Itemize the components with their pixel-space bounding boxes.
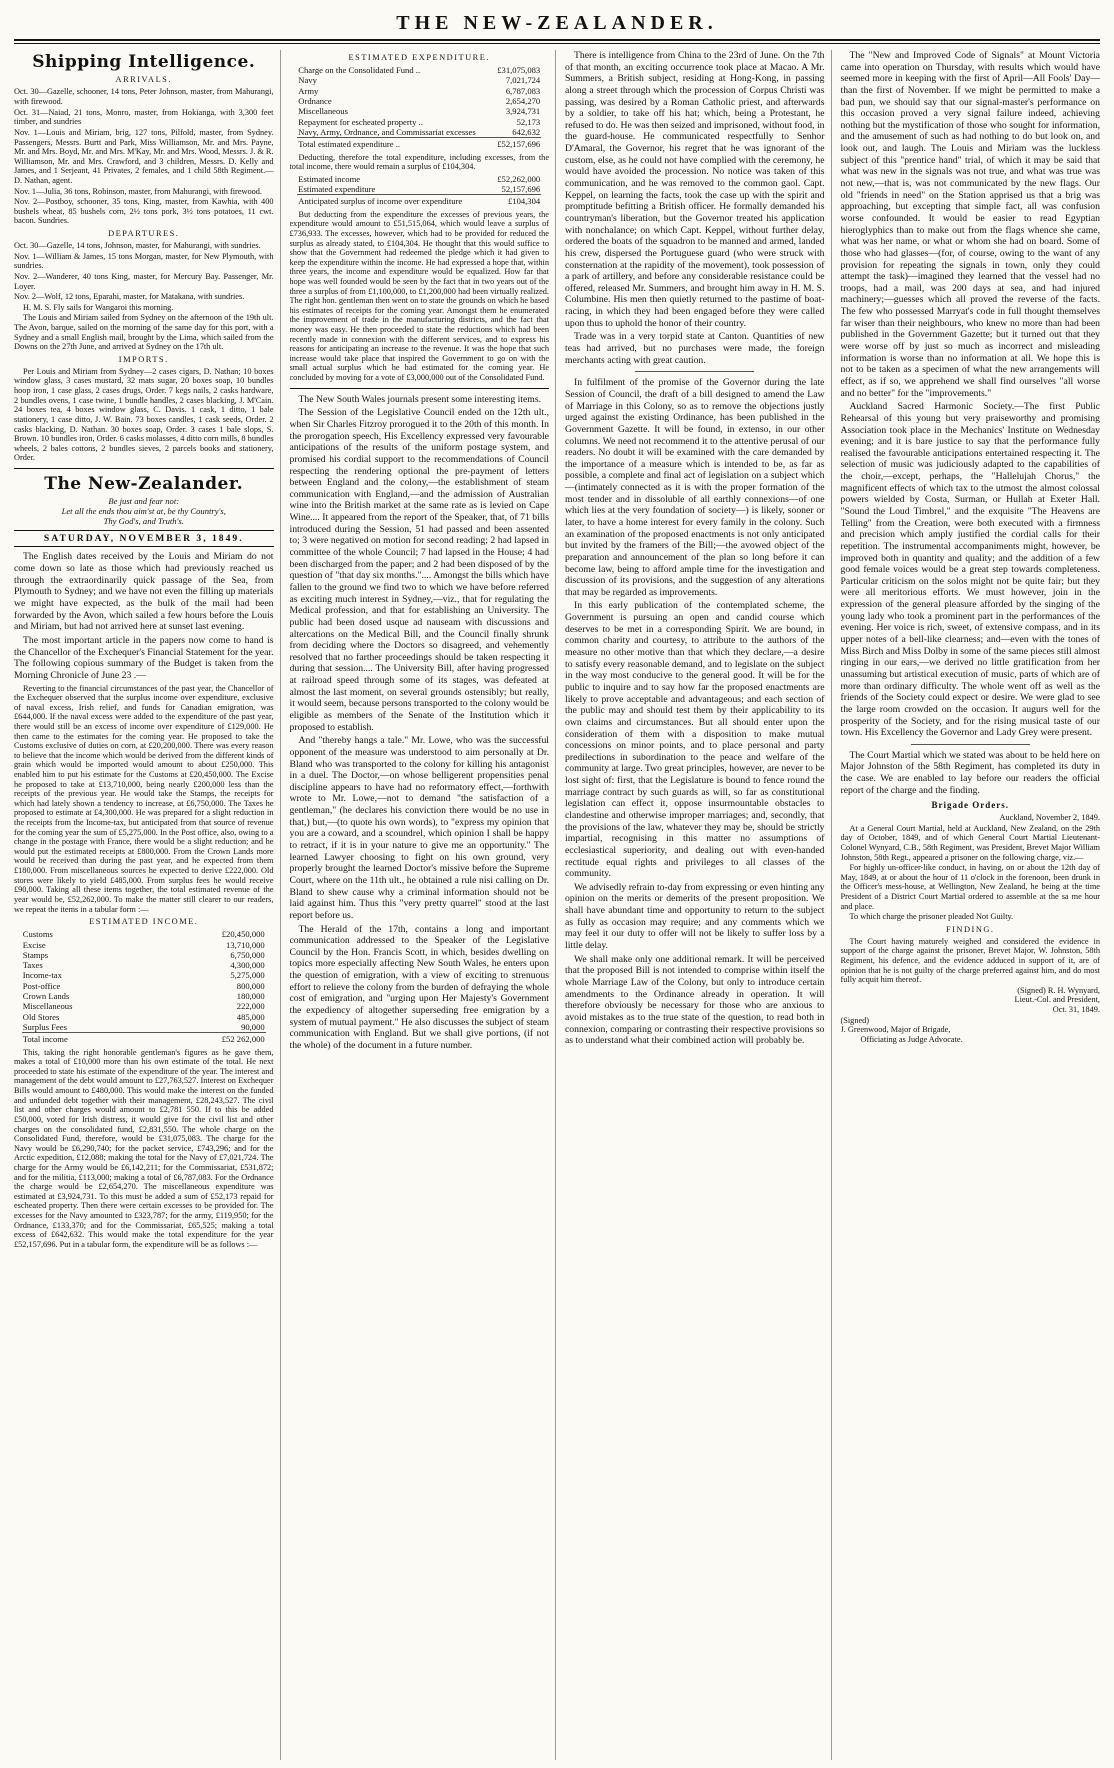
canton-paragraph: Trade was in a very torpid state at Canton. Quantities of new teas had arrived, but no purchases were made, the foreign merchants acting with great caution. — [565, 331, 825, 366]
masthead: THE NEW-ZEALANDER. — [396, 12, 718, 34]
departure-item: Nov. 1—William & James, 15 tons Morgan, master, for New Plymouth, with sundries. — [14, 251, 274, 271]
income-table — [22, 929, 266, 1044]
table-row — [297, 96, 541, 106]
signed-label: (Signed) — [840, 1015, 870, 1025]
signed-label: (Signed) — [1017, 985, 1046, 995]
section-rule — [14, 468, 274, 469]
surplus-table — [297, 174, 541, 207]
divider — [635, 371, 754, 372]
marriage-paragraph: In fulfilment of the promise of the Governor during the late Session of Council, the draft of a bill designed to amend the Law of Marriage in this Colony, so as to remove the objections justly urged against the existing Ordinance, has been published in the Government Gazette. It will be found, in extenso, in our other columns. We need not recommend it to the attentive perusal of our readers. No doubt it will be examined with the care demanded by the importance of a measure which is intended to be, as far as possible, a complete and final act of legislation on a subject which—(intimately connected as it is with the proper formation of the most tender and in dissoluble of all earthly connexions—of one which lies at the very foundation of society—) is likely, sooner or later, to have a home interest for every family in the colony. Such an examination of the proposed enactments is not only anticipated but invited by the framers of the Bill;—the avowed object of the preparation and announcement of the plan so long before it can become law, being to afford ample time for the investigation and discussion of its provisions, and the suggestion of any alterations that may be regarded as improvements. — [565, 377, 825, 598]
table-item: Post-office — [22, 980, 61, 991]
table-value: £52 262,000 — [152, 1033, 266, 1045]
table-row — [297, 86, 541, 96]
motto-line: Thy God's, and Truth's. — [103, 516, 184, 527]
court-body: At a General Court Martial, held at Auckland, New Zealand, on the 29th day of October, 1849, and of which General Court Martial Lieutenant-Colonel Wynyard, C.B., 58th Regiment, was President, Brevet Major William Johnston, 58th Regt., appeared a prisoner on the following charge, viz.— — [840, 823, 1100, 862]
table-value: £52,262,000 — [497, 173, 541, 184]
shipping-notes — [14, 303, 274, 352]
departure-item: Nov. 2—Wolf, 12 tons, Eparahi, master, for Matakana, with sundries. — [14, 292, 245, 302]
table-row — [297, 65, 541, 75]
table-total-row — [297, 138, 541, 150]
shipping-note: H. M. S. Fly sails for Wangaroi this morning. — [23, 302, 174, 312]
table-value: £20,450,000 — [221, 929, 265, 940]
after-income — [14, 1048, 274, 1250]
table-item: Miscellaneous — [22, 1001, 73, 1012]
table-row — [297, 75, 541, 85]
divider — [911, 744, 1030, 745]
table-item: Stamps — [22, 949, 49, 960]
income-heading: ESTIMATED INCOME. — [89, 917, 199, 927]
nsw-paragraph: The Session of the Legislative Council ended on the 12th ult., when Sir Charles Fitzroy prorogued it to the 20th of this month. In the prorogation speech, His Excellency expressed very favourable anticipations of the results of the uniform postage system, and promised his cordial support to the recommendations of Council respecting the rendering optional the pre-payment of letters between England and the colony,—the establishment of steam communication with England,—and the admission of Australian wine into the British market at the same rate as is levied on Cape Wine.... It appeared from the report of the Speaker, that, of 71 bills introduced during the Session, 51 had passed and been assented to; 3 were negatived on motion for second reading; 2 had lapsed in committee of the whole Council; 7 had lapsed in the House; 4 had been discharged from the paper; and 2 had been disposed of by the question of "that day six months.".... Amongst the bills which have fallen to the ground we find two to which we have before referred as exciting much interest in Sydney,—viz., that for regulating the Medical profession, and that for establishing an University. The public had been dosed usque ad nauseam with discussions and altercations on the Medical Bill, and the Council finally shrunk from deciding where the Doctors so disagreed, and vehemently resolved that no farther proceedings should be taken respecting it during that session.... The University Bill, after having progressed at railroad speed through some of its stages, was defeated at almost the last moment, on several grounds ostensibly; but really, it would seem, because persons transported to the colony would be eligible as members of the Senate of the Institution which it proposed to establish. — [289, 407, 549, 733]
income-rows — [22, 929, 266, 1044]
table-item: Miscellaneous — [298, 106, 348, 117]
table-item: Excise — [22, 939, 46, 950]
court-finding-paragraph: The Court having maturely weighed and considered the evidence in support of the charge against the prisoner, Brevet Major, W. Johnston, 58th Regiment, his defence, and the evidence adduced in support of it, are of opinion that he is not guilty of the charge preferred against him, and do most fully acquit him thereof. — [840, 936, 1100, 985]
table-value: 52,173 — [516, 116, 541, 127]
expenditure-rows — [297, 65, 541, 150]
table-row — [22, 960, 266, 970]
arrivals-heading: ARRIVALS. — [115, 75, 172, 85]
table-row — [22, 1012, 266, 1022]
arrival-item: Oct. 30—Gazelle, schooner, 14 tons, Peter Johnson, master, from Mahurangi, with firewood. — [14, 87, 274, 107]
signer-name: J. Greenwood, Major of Brigade, — [840, 1025, 951, 1035]
table-item: Total estimated expenditure .. — [297, 138, 492, 150]
table-item: Surplus Fees — [22, 1022, 67, 1033]
budget-closing — [290, 210, 550, 383]
table-row — [22, 940, 266, 950]
budget-closing-paragraph: But deducting from the expenditure the excesses of previous years, the expenditure would amount to £51,515,064, which would leave a surplus of £736,933. The excesses, however, which had to be provided for reduced the surplus as already stated, to £104,304. He thought that this would suffice to show that the Government had redeemed the pledge which it had given to keep the expenditure within the income. He had expressed a hope that, within three years, the income and expenditure would be equalized. How far that hope was well founded would be seen by the fact that in two years out of the three a surplus of from £1,100,000, to £1,200,000 had been virtually realized. The right hon. gentleman then went on to state the grounds on which he based his estimates of receipts for the coming year. Amongst them he enumerated the improvement of trade in the manufacturing districts, and the fact that money was easy. He then proceeded to state the reductions which had been recently made in connexion with the different services, and to express his reasons for anticipating an increase to the revenue. It was the hope that such increase would take place that inspired the Government to go on with the small actual surplus which he had estimated for the coming year. He concluded by moving for a vote of £3,000,000 out of the Consolidated Fund. — [289, 209, 549, 383]
nsw-paragraph: The Herald of the 17th, contains a long and important communication addressed to the Speaker of the Legislative Council by the Hon. Francis Scott, in which, besides dwelling on topics more especially affecting New South Wales, he enters upon the question of emigration, with a view of exciting to strenuous effort to relieve the colony from the burden of defraying the whole cost of emigration, and "urging upon Her Majesty's Government the expediency of altogether superseding free emigration by a system of mutual payment." He also discusses the subject of steam communication with England. But we shall give portions, (if not the whole) of the document in a future number. — [289, 923, 549, 1051]
budget-extract — [14, 684, 274, 915]
table-item: Old Stores — [22, 1011, 60, 1022]
table-value: £52,157,696 — [492, 138, 541, 150]
table-item: Crown Lands — [22, 991, 70, 1002]
marriage-paragraph: We shall make only one additional remark. It will be perceived that the proposed Bill is not intended to comprise within itself the whole Marriage Law of the Colony, but only to introduce certain amendments to the Ordinance already in operation. It will therefore obviously be necessary for those who are anxious to avoid mistakes as to the true state of the question, to read both in connexion, comparing or contrasting their respective provisions so as to understand what their combined action will probably be. — [565, 953, 825, 1047]
surplus-rows — [297, 174, 541, 207]
budget-intro: The most important article in the papers now come to hand is the Chancellor of the Exchequer's Financial Statement for the year. The following copious summary of the Budget is taken from the Morning Chronicle of June 23 .— — [14, 634, 274, 681]
table-total-row — [297, 195, 541, 207]
motto-line: Let all the ends thou aim'st at, be thy Country's, — [61, 506, 226, 517]
court-intro: The Court Martial which we stated was about to be held here on Major Johnston of the 58th Regiment, has completed its duty in the case. We are enabled to lay before our readers the official report of the charge and the finding. — [840, 749, 1100, 796]
table-item: Ordnance — [298, 96, 332, 107]
column-4 — [841, 50, 1101, 1760]
table-item: Estimated expenditure — [298, 184, 376, 195]
imports-heading: IMPORTS. — [118, 354, 169, 364]
signals-paragraph: The "New and Improved Code of Signals" at Mount Victoria came into operation on Thursday, with results which would have seemed more in keeping with the first of April—All Fools' Day—than the first of November. If we might be permitted to make a bad pun, we should say that our signal-master's performance on this occasion proved a very signal failure indeed, achieving nothing but the mystification of those who sought for information, and the amusement of such as had nothing to do but look on, and look out, and laugh. The Louis and Miriam was the luckless subject of this "prentice hand" trial, of which it may be said that what was new in the signals was not true, and what was true was not new,—that is, was not communicated by the new flags. Our old "friends in need" on the Station apprised us that a brig was approaching, but excepting that simple fact, all was confusion worse confounded. It would be easier to read Egyptian hieroglyphics than to make out from the flags whence she came, what was her name, or what or whom she had on board. Some of those who had glasses—(for, of course, owing to the want of any provision for repeating the signals in town, only they could attempt the task)—imagined they learned that the vessel had no troops, had a mail, was 200 days at sea, and had injured machinery;—guesses which all proved the reverse of the facts. The few who possessed Marryat's code in full thought themselves far wiser than their neighbours, who knew no more than had been published in the Government Gazette; but it turned out that they were worse off by just so much as incorrect and misleading information is worse than no information at all. We hope this is not to be taken as a specimen of what the new arrangements will effect, as if so, we apprehend we shall find ourselves "all worse and no better" for the "improvements." — [840, 50, 1100, 399]
shipping-heading: Shipping Intelligence. — [32, 52, 256, 72]
table-value: 52,157,696 — [501, 184, 541, 195]
motto-line: Be just and fear not: — [108, 496, 180, 507]
signature-block-1 — [841, 986, 1101, 1015]
table-row — [22, 981, 266, 991]
table-row — [297, 184, 541, 195]
table-item: Charge on the Consolidated Fund .. — [298, 65, 421, 76]
table-value: £31,075,083 — [497, 65, 541, 76]
arrival-item: Oct. 31—Naiad, 21 tons, Monro, master, from Hokianga, with 3,300 feet timber, and sundries — [14, 107, 274, 127]
table-value: 6,787,083 — [505, 85, 541, 96]
china-paragraph: There is intelligence from China to the 23rd of June. On the 7th of that month, an exciting occurrence took place at Macao. A Mr. Summers, a British subject, residing at Hong-Kong, in passing along a street through which the procession of Corpus Christi was passing, was desired by a Roman Catholic priest, and afterwards by a soldier, to take off his hat; which, being a Protestant, he refused to do. He was then seized and imprisoned, without food, in the guard-house. He communicated respectfully to Senhor D'Amaral, the Governor, his regret that he was ignorant of the custom, else, as he could not have complied with the ceremony, he would have avoided the procession. No notice was taken of this communication, and he was removed to the common gaol. Capt. Keppel, on learning the facts, took the case up with the spirit and promptitude befitting a British officer. He formally demanded his countryman's liberation, but the Governor treated his application with nonchalance; on which Capt. Keppel, without further delay, ordered the boats of the squadron to be manned and armed, landed his crew, dispersed the Portuguese guard (who were struck with consternation at the rapidity of the movement), took possession of a park of artillery, and before any considerable resistance could be offered, released Mr. Summers, and brought him away in H. M. S. Columbine. His men then quietly returned to the pastime of boat-racing, in which they had been engaged before they were called upon thus to uphold the honor of their country. — [565, 50, 825, 329]
budget-intro: The English dates received by the Louis and Miriam do not come down so late as those which had previously reached us through the extraordinarily quick passage of the Sea, from Plymouth to Sydney; and we have not even the filling up materials we might have expected, as the bulk of the mail had been forwarded by the Avon, which sailed a few hours before the Louis and Miriam, but had not arrived here at sunset last evening. — [14, 551, 274, 633]
signer-title: Lieut.-Col. and President, — [1014, 995, 1100, 1005]
departures-heading: DEPARTURES. — [108, 229, 180, 238]
table-value: 5,275,000 — [230, 970, 265, 981]
arrival-item: Nov. 1—Julia, 36 tons, Robinson, master, from Mahurangi, with firewood. — [14, 186, 263, 196]
harmonic-paragraph: Auckland Sacred Harmonic Society.—The first Public Rehearsal of this young but very praiseworthy and promising Association took place in the Mechanics' Institute on Wednesday evening; and it is bare justice to say that the performance fully realised the favourable anticipations entertained respecting it. The selection of music was judiciously adapted to the capabilities of the choir,—except, perhaps, the "Hallelujah Chorus," the magnificent effects of which tax to the utmost the almost colossal powers wielded by Costa, Surman, or Hullah at Exeter Hall. "Sound the Loud Timbrel," and the exquisite "The Heavens are Telling" from the Creation, were both executed with a firmness and precision which amply justified the cordial calls for their repetition. The instrumental accompaniments might, however, be improved both in quantity and quality; and the addition of a few good female voices would be a great step towards completeness. Particular criticism on the solos might not be quite fair; but they were all meritorious efforts. We must however, join in the expression of the general pleasure afforded by the singing of the young lady who took a prominent part in the performances of the evening. Her voice is rich, sweet, of extensive compass, and in its upper notes of a bell-like clearness; and—even with the tones of Miss Birch and Miss Dolby in some of the same pieces still almost ringing in our ears,—we derived no little gratification from her unassuming but artistical execution of music, parts of which are of more than ordinary difficulty. The whole went off as well as the friends of the Society could expect or desire. We were glad to see the large room crowded on the occasion. It augurs well for the prosperity of the Society, and for the rising musical taste of our town. His Excellency the Governor and Lady Grey were present. — [840, 401, 1100, 739]
table-row — [297, 117, 541, 127]
table-item: Repayment for escheated property .. — [298, 116, 423, 127]
surplus-intro — [290, 153, 550, 172]
expenditure-heading: ESTIMATED EXPENDITURE. — [348, 53, 490, 62]
table-item: Taxes — [22, 960, 43, 971]
table-row — [22, 1022, 266, 1033]
table-item: Estimated income — [298, 173, 361, 184]
table-value: 2,654,270 — [505, 96, 541, 107]
masthead-rule — [14, 39, 1100, 44]
brigade-orders-place: Auckland, November 2, 1849. — [999, 813, 1100, 823]
table-row — [22, 929, 266, 939]
imports-text — [14, 367, 274, 463]
arrivals-list — [14, 87, 274, 226]
table-item: Total income — [22, 1033, 152, 1045]
departure-item: Nov. 2—Wanderer, 40 tons King, master, for Mercury Bay. Passenger, Mr. Loyer. — [14, 271, 274, 291]
arrival-item: Nov. 1—Louis and Miriam, brig, 127 tons, Pilfold, master, from Sydney. Passengers, Messrs. Burtt and Park, Miss Williamson, Mr. and Mrs. Payne, Mr. and Mrs. Boyd, Mr. and Mrs. M'Kay, Mr. and Mrs. Wood, Messrs. J. & R. Williamson, Mr. and Mrs. Crawford, and 3 children, Messrs. D. Kelly and James, and 1 Serjeant, 41 Privates, 2 females, and 1 child 58th Regiment.—D. Nathan, agent. — [14, 127, 274, 185]
table-value: 800,000 — [236, 980, 265, 991]
column-3 — [565, 50, 832, 1760]
paper-motto — [14, 497, 274, 527]
arrival-item: Nov. 2—Postboy, schooner, 35 tons, King, master, from Kawhia, with 400 bushels wheat, 85 bushels corn, 2½ tons pork, 3½ tons potatoes, 11 cwt. bacon. Sundries. — [14, 197, 274, 226]
signer-name: R. H. Wynyard, — [1047, 985, 1100, 995]
table-item: Navy, Army, Ordnance, and Commissariat excesses — [298, 126, 476, 137]
expenditure-table — [297, 65, 541, 150]
signed-date: Oct. 31, 1849. — [1052, 1004, 1100, 1014]
imports-paragraph: Per Louis and Miriam from Sydney—2 cases cigars, D. Nathan; 10 boxes window glass, 3 cases mustard, 32 mats sugar, 20 boxes soap, 10 bundles hoop iron, 1 case glass, 2 cases drugs, Order. 7 kegs nails, 2 casks hardware, 2 bundles ovens, 1 case twine, 1 bundle handles, 2 cases blacking, J. M'Cain. 24 boxes tea, 4 boxes window glass, C. Davis. 1 cask, 1 ditto, 1 bale stationery, 1 case ditto, J. W. Bain. 73 boxes candles, 1 cask seeds, Order. 2 casks blacking, D. Nathan. 30 boxes soap, Order. 3 cases 1 bale slops, S. Brown. 10 bundles iron, Order. 6 casks molasses, 4 ditto corn mills, 8 bundles wheels, 2 bales cottons, 2 bundles sieves, 2 parcels books and stationery, Order. — [14, 366, 274, 463]
shipping-note: The Louis and Miriam sailed from Sydney on the afternoon of the 19th ult. The Avon, barque, sailed on the morning of the same day for this port, with a Sydney and a small English mail, brought by the Lima, which sailed from the Downs on the 27th June, and arrived at Sydney on the 17th ult. — [14, 313, 274, 352]
table-value: 485,000 — [236, 1011, 265, 1022]
departure-item: Oct. 30—Gazelle, 14 tons, Johnson, master, for Mahurangi, with sundries. — [14, 241, 261, 251]
table-value: 3,924,731 — [505, 106, 541, 117]
court-martial-text — [841, 824, 1101, 922]
court-finding — [841, 937, 1101, 985]
table-item: Customs — [22, 929, 53, 940]
table-value: 90,000 — [241, 1022, 265, 1033]
brigade-orders-heading: Brigade Orders. — [931, 800, 1009, 811]
columns — [14, 50, 1100, 1760]
table-row — [22, 1001, 266, 1011]
table-item: Navy — [298, 75, 317, 86]
departures-list — [14, 241, 274, 302]
court-plea: To which charge the prisoner pleaded Not Guilty. — [849, 912, 1014, 922]
table-value: 4,300,000 — [230, 960, 265, 971]
table-row — [297, 174, 541, 184]
table-total-row — [22, 1033, 266, 1045]
nsw-paragraph: And "thereby hangs a tale." Mr. Lowe, who was the successful opponent of the measure was understood to aim personally at Dr. Bland who was transported to the colony for killing his antagonist in a duel. The Doctor,—on whose belligerent propensities penal discipline appears to have had no reformatory effect,—forthwith wrote to Mr. Lowe,—not to demand "the satisfaction of a gentleman," (he declares his conviction there would be no use in that,) but,—(to quote his own words), to "express my opinion that you are a coward, and a scoundrel, which opinion I shall be happy to retract, if it is in your nature to give me an opportunity." The learned Lawyer choosing to fight on his own ground, very properly brought the learned Doctor's missive before the Supreme Court, where on the 11th ult., he obtained a rule nisi calling on Dr. Bland to shew cause why a criminal information should not be laid against him. Thus this "very pretty quarrel" stood at the last report before us. — [289, 735, 549, 921]
dateline: SATURDAY, NOVEMBER 3, 1849. — [14, 530, 274, 548]
table-value: £104,304 — [489, 195, 541, 207]
court-charge: For highly un-officer-like conduct, in having, on or about the 12th day of May, 1849, at or about the hour of 11 o'clock in the forenoon, been drunk in the Officer's mess-house, at Wellington, New Zealand, he being at the time President of a District Court Martial ordered to assemble at the sa me hour and place. — [840, 863, 1100, 911]
table-item: Income-tax — [22, 970, 62, 981]
table-value: 180,000 — [236, 991, 265, 1002]
table-row — [297, 127, 541, 138]
finding-heading: FINDING. — [945, 924, 995, 934]
table-value: 642,632 — [512, 126, 541, 137]
table-value: 7,021,724 — [505, 75, 541, 86]
section-rule — [290, 388, 550, 389]
table-value: 13,710,000 — [226, 939, 265, 950]
table-item: Army — [298, 85, 319, 96]
budget-extract-paragraph: Reverting to the financial circumstances of the past year, the Chancellor of the Exchequer observed that the surplus income over expenditure, exclusive of naval excess, Irish relief, and funds for Canadian emigration, was £644,000. If the naval excess were added to the expenditure of the past year, there would still be an excess of income over expenditure of £129,000. He then came to the estimates for the coming year. He proposed to take the Customs exclusive of duties on corn, at £20,200,000. There was every reason to believe that the income which would be derived from the different kinds of grain which would be imported would amount to about £250,000. This enabled him to put his estimate for the Customs at £20,450,000. The Excise he proposed to take at £13,710,000, being nearly £200,000 less than the receipts of the previous year. He would take the Stamps, the receipts for which had lately shown a tendency to increase, at £6,750,000. The Taxes he proposed to estimate at £4,300,000. He was prepared for a slight reduction in the receipts from the Income-tax, but anticipated from that source of revenue for the coming year the sum of £5,275,000. In the Post office, also, owing to a change in the postage with France, there would be a slight reduction; and he would put the estimated receipts at £800,000. From the Crown Lands more would be received than during the past year, and he expected from them £180,000. From miscellaneous sources he expected to derive £222,000. Old stores were likely to yield £485,000. From surplus fees he would receive £90,000. Taking all these items together, the total estimated revenue of the year would be, £52,262,000. To make the matter still clearer to our readers, we repeat the items in a tabular form :— — [14, 683, 274, 914]
column-1 — [14, 50, 281, 1760]
paper-title: The New-Zealander. — [44, 473, 244, 494]
column-2 — [290, 50, 557, 1760]
table-row — [297, 106, 541, 116]
nsw-paragraph: The New South Wales journals present some interesting items. — [298, 393, 542, 405]
marriage-paragraph: We advisedly refrain to-day from expressing or even hinting any opinion on the merits or demerits of the present proposition. We shall have abundant time and opportunity to return to the subject as fully as occasion may require; and any comments which we may feel it our duty to offer will not be likely to suffer loss by a little delay. — [565, 881, 825, 952]
signer-title: Officiating as Judge Advocate. — [860, 1034, 963, 1044]
table-row — [22, 970, 266, 980]
after-income-paragraph: This, taking the right honorable gentleman's figures as he gave them, makes a total of £10,000 more than his own estimate of the total. He next proceeded to state his estimate of the expenditure of the year. The interest and management of the debt would amount to £27,763,527. Interest on Exchequer Bills would amount to £480,000. This would make the interest on the funded and unfunded debt together with their management, £28,243,527. The civil list and other charges would amount to £2,781 550. If to this be added £50,000, voted for Irish distress, it would give for the civil list and other charges on the consolidated fund, £2,831,550. The whole charge on the Consolidated Fund, therefore, would be £31,075,083. The charge for the Navy would be £6,290,740; for the packet service, £743,296; and for the Arctic expedition, £12,088; making the total for the Navy of £7,021,724. The charge for the Army would be £6,142,211; for the Commissariat, £531,872; and for the militia, £113,000; making a total of £6,787,083. For the Ordnance the charge would be £2,654,270. The miscellaneous expenditure was estimated at £3,924,731. To this must be added a sum of £52,173 repaid for escheated property. Then there were certain excesses to be provided for. The excesses for the Navy amounted to £323,787; for the army, £119,950; for the Ordnance, £133,370; and for the Commissariat, £65,525; making a total excess of £642,632. This would make the total expenditure for the year £52,157,696. Put in a tabular form, the expenditure will be as follows :— — [14, 1047, 274, 1249]
table-value: 6,750,000 — [230, 949, 265, 960]
table-row — [22, 950, 266, 960]
table-row — [22, 991, 266, 1001]
marriage-paragraph: In this early publication of the contemplated scheme, the Government is pursuing an open and candid course which deserves to be met in a corresponding Spirit. We are bound, in common charity and courtesy, to attribute to the authors of the measure no other motive than that which they declare,—a desire to satisfy every reasonable demand, and to legislate on the subject in the way most conducive to the general good. It will be for the public to inquire and to say how far the proposed enactments are likely to prove acceptable and advantageous; and each section of the public may and should test them by their applicability to its own claims and circumstances. But all should enter upon the consideration of them with a disposition to make mutual concessions on minor points, and to place personal and party predilections in subordination to the peace and welfare of the community at large. Two great principles, however, are never to be lost sight of: first, that the Legislature is bound to fence round the marriage contract by such guards as will, so far as constitutional legislation can effect it, oppose insurmountable obstacles to clandestine and otherwise improper marriages; and, secondly, that the provisions of the law, whatever they may be, should be strictly impartial, recognising in this matter no assumptions of ecclesiastical superiority, and dealing out with even-handed rectitude equal rights and privileges to all classes of the community. — [565, 600, 825, 880]
surplus-intro-paragraph: Deducting, therefore the total expenditure, including excesses, from the total income, there would remain a surplus of £104,304. — [289, 152, 549, 172]
signature-block-2 — [841, 1016, 1101, 1045]
table-item: Anticipated surplus of income over expenditure — [297, 195, 489, 207]
table-value: 222,000 — [236, 1001, 265, 1012]
